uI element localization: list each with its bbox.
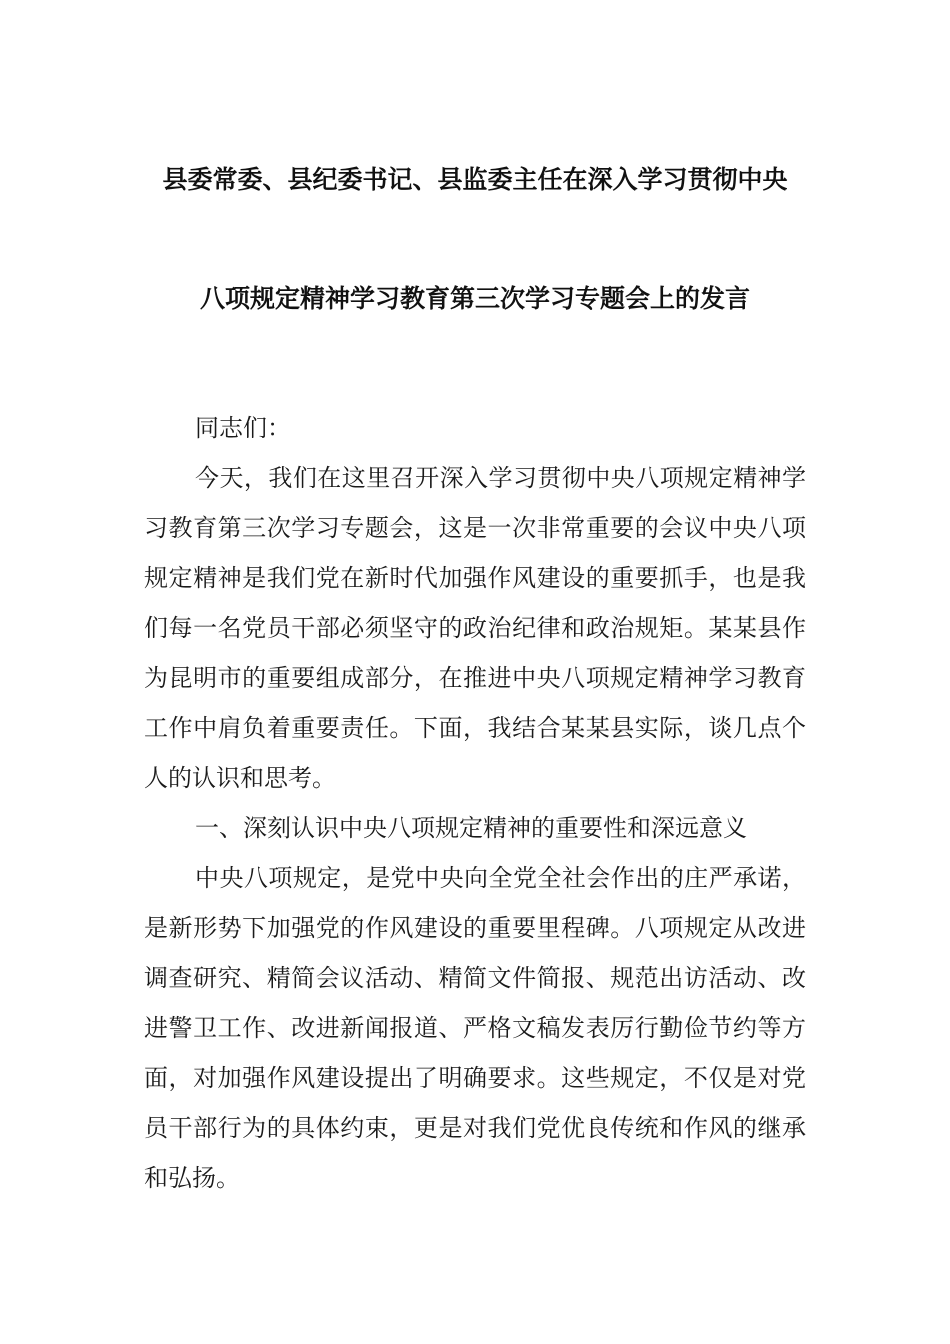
salutation: 同志们： [195,414,291,442]
paragraph-section-1: 中央八项规定，是党中央向全党全社会作出的庄严承诺，是新形势下加强党的作风建设的重要里程碑。八项规定从改进调查研究、精简会议活动、精简文件简报、规范出访活动、改进警卫工作、改进新闻报道、严格文稿发表厉行勤俭节约等方面，对加强作风建设提出了明确要求。这些规定，不仅是对党员干部行为的具体约束，更是对我们党优良传统和作风的继承和弘扬。 [144,864,806,1192]
document-title-line-1: 县委常委、县纪委书记、县监委主任在深入学习贯彻中央 [162,165,788,194]
paragraph-intro: 今天，我们在这里召开深入学习贯彻中央八项规定精神学习教育第三次学习专题会，这是一次非常重要的会议中央八项规定精神是我们党在新时代加强作风建设的重要抓手，也是我们每一名党员干部必须坚守的政治纪律和政治规矩。某某县作为昆明市的重要组成部分，在推进中央八项规定精神学习教育工作中肩负着重要责任。下面，我结合某某县实际，谈几点个人的认识和思考。 [144,464,806,792]
document-title-line-2: 八项规定精神学习教育第三次学习专题会上的发言 [199,284,750,313]
section-heading-1: 一、深刻认识中央八项规定精神的重要性和深远意义 [195,814,747,842]
document-body [144,403,806,1203]
